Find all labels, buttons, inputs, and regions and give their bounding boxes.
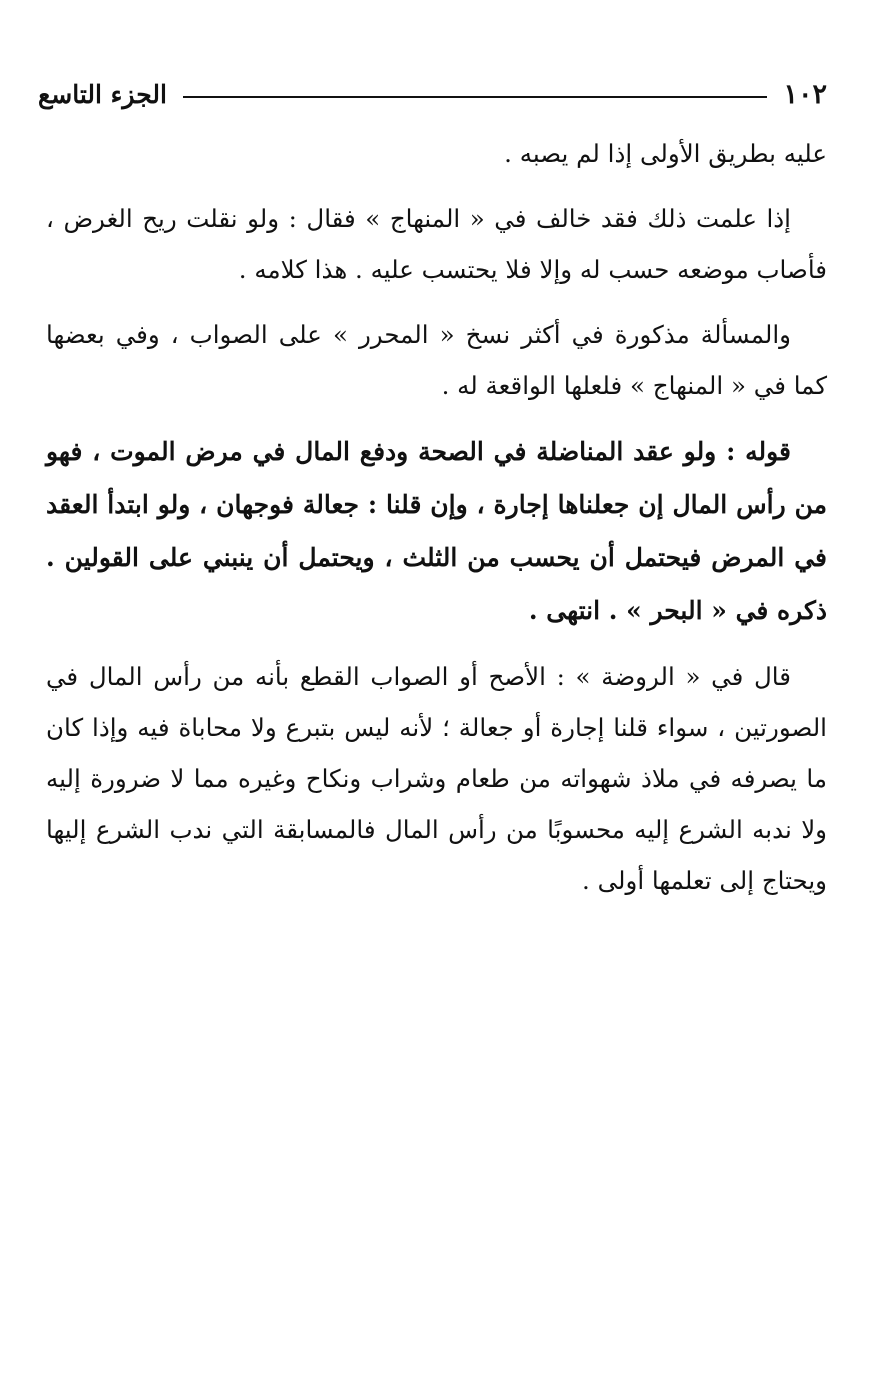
page-number: ١٠٢ xyxy=(783,78,827,110)
page-header xyxy=(38,74,827,114)
paragraph: قال في « الروضة » : الأصح أو الصواب القطع بأنه من رأس المال في الصورتين ، سواء قلنا إجارة أو جعالة ؛ لأنه ليس بتبرع ولا محاباة فيه وإذا كان ما يصرفه في ملاذ شهواته من طعام وشراب ونكاح وغيره مما لا ضرورة إليه ولا ندبه الشرع إليه محسوبًا من رأس المال فالمسابقة التي ندب الشرع إليها ويحتاج إلى تعلمها أولى . xyxy=(46,662,827,895)
volume-title: الجزء التاسع xyxy=(38,79,167,109)
header-rule xyxy=(183,96,768,98)
bold-quotation-paragraph: قوله : ولو عقد المناضلة في الصحة ودفع المال في مرض الموت ، فهو من رأس المال إن جعلناها إجارة ، وإن قلنا : جعالة فوجهان ، ولو ابتدأ العقد في المرض فيحتمل أن يحسب من الثلث ، ويحتمل أن ينبني على القولين . ذكره في « البحر » . انتهى . xyxy=(46,437,827,625)
paragraph: والمسألة مذكورة في أكثر نسخ « المحرر » على الصواب ، وفي بعضها كما في « المنهاج » فلعلها الواقعة له . xyxy=(46,320,827,400)
paragraph: إذا علمت ذلك فقد خالف في « المنهاج » فقال : ولو نقلت ريح الغرض ، فأصاب موضعه حسب له وإلا فلا يحتسب عليه . هذا كلامه . xyxy=(46,204,827,284)
page-body xyxy=(46,128,827,920)
paragraph: عليه بطريق الأولى إذا لم يصبه . xyxy=(504,139,827,168)
